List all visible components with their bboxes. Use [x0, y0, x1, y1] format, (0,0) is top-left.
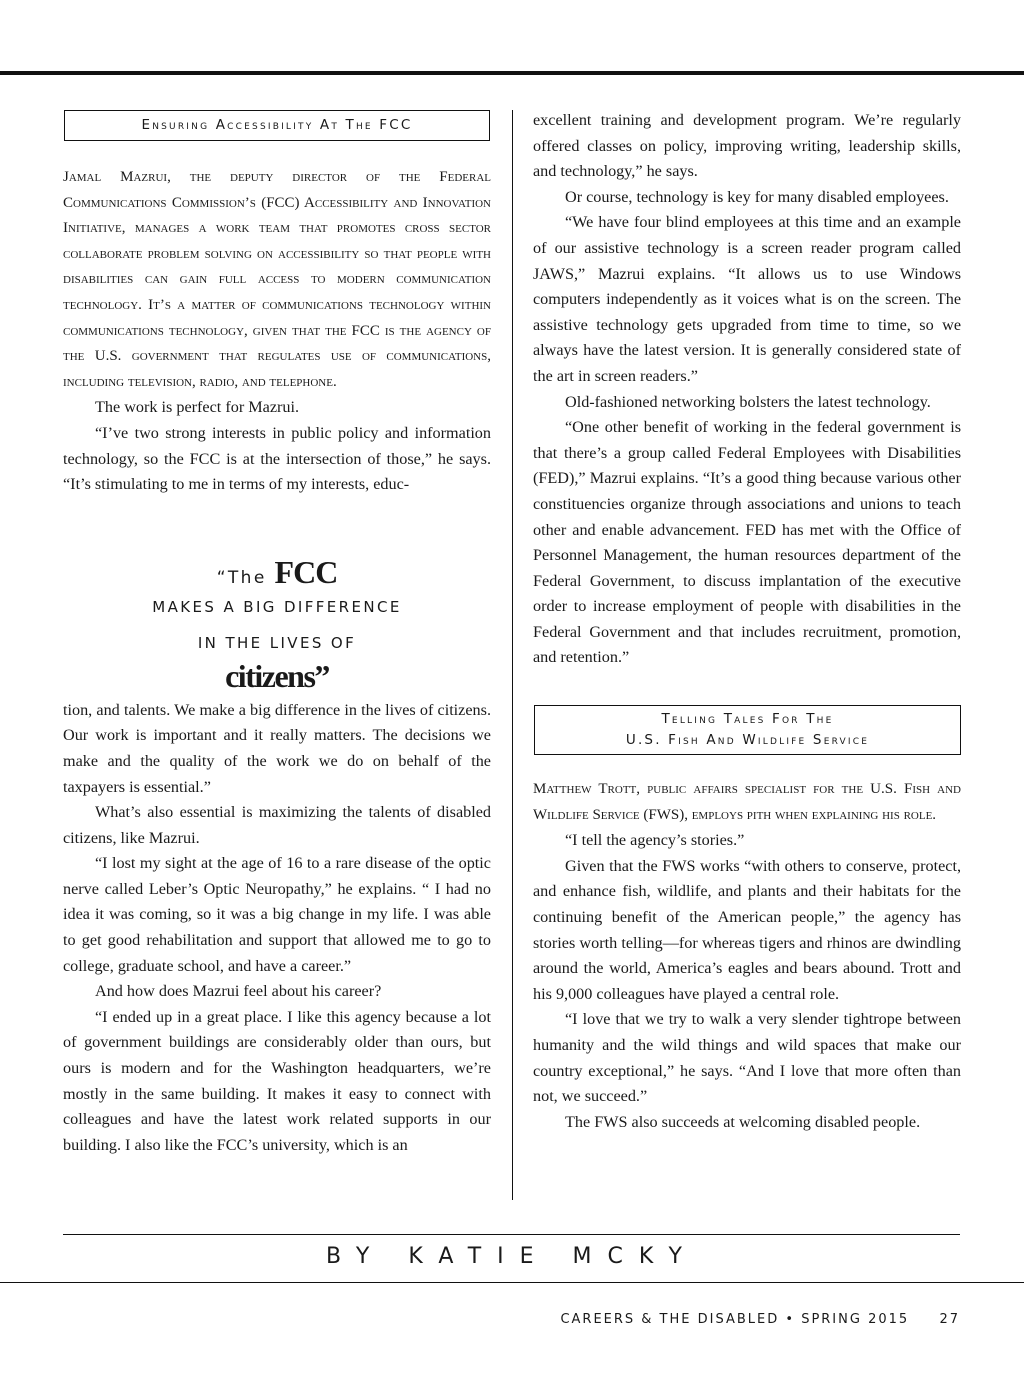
- column-divider: [512, 110, 513, 1200]
- byline: BY KATIE MCKY: [326, 1244, 698, 1269]
- footer-publication: CAREERS & THE DISABLED: [560, 1312, 780, 1327]
- byline-rule-top: [63, 1234, 960, 1235]
- section-heading-fws-line-1: Telling Tales For The: [661, 711, 834, 728]
- pull-quote-line-3: IN THE LIVES OF: [197, 633, 357, 652]
- footer-issue: SPRING 2015: [801, 1312, 910, 1327]
- byline-rule-bottom: [0, 1282, 1024, 1283]
- body-paragraph: “I tell the agency’s stories.”: [565, 831, 745, 850]
- section-heading-fcc-text: Ensuring Accessibility At The FCC: [141, 117, 413, 133]
- body-paragraph: “I lost my sight at the age of 16 to a rare disease of the optic nerve called Leber’s Optic Neuropathy,” he explains. “ I had no idea it was coming, so it was a big change in my life. I was able to get good rehabilitation and support that allowed me to go to college, graduate school, and have a career.”: [63, 854, 491, 975]
- body-paragraph: “We have four blind employees at this time and an example of our assistive technology is a screen reader program called JAWS,” Mazrui explains. “It allows us to use Windows computers independently as it voices what is on the screen. The assistive technology gets upgraded from time to time, so we always have the latest version. It is generally considered state of the art in screen readers.”: [533, 213, 961, 385]
- body-paragraph: The work is perfect for Mazrui.: [95, 398, 300, 417]
- footer-bullet: •: [785, 1312, 796, 1327]
- body-paragraph: Old-fashioned networking bolsters the latest technology.: [565, 392, 931, 411]
- page-number: 27: [939, 1312, 960, 1327]
- section-heading-fws: [534, 705, 961, 755]
- top-rule: [0, 71, 1024, 75]
- body-paragraph: “One other benefit of working in the federal government is that there’s a group called Federal Employees with Disabilities (FED),” Mazrui explains. “It’s a good thing because various other constituencies organize through associations and unions to teach other and enable advancement. FED has met with the Office of Personnel Management, the human resources department of the Federal Government, to discuss implantation of the executive order to increase employment of people with disabilities in the Federal Government and that includes recruitment, promotion, and retention.”: [533, 418, 961, 667]
- right-column: [533, 108, 961, 1135]
- pull-quote: [63, 498, 491, 698]
- body-paragraph: Or course, technology is key for many disabled employees.: [565, 187, 949, 206]
- body-paragraph: excellent training and development program. We’re regularly offered classes on policy, improving writing, leadership skills, and technology,” he says.: [533, 111, 961, 181]
- body-paragraph: tion, and talents. We make a big difference in the lives of citizens. Our work is important and it really matters. The decisions we make and the quality of the work we do on behalf of the taxpayers is essential.”: [63, 700, 491, 796]
- body-paragraph: The FWS also succeeds at welcoming disabled people.: [565, 1112, 921, 1131]
- section-heading-fcc: [64, 110, 490, 141]
- body-paragraph: Given that the FWS works “with others to conserve, protect, and enhance fish, wildlife, and plants and their habitats for the continuing benefit of the American people,” the agency has stories worth telling—for whereas tigers and rhinos are dwindling around the world, America’s eagles and bears abound. Trott and his 9,000 colleagues have played a central role.: [533, 856, 961, 1003]
- pull-quote-line-4: citizens”: [225, 657, 329, 694]
- body-paragraph: What’s also essential is maximizing the talents of disabled citizens, like Mazrui.: [63, 803, 491, 847]
- body-paragraph: “I’ve two strong interests in public policy and information technology, so the FCC is at the intersection of those,” he says. “It’s stimulating to me in terms of my interests, educ-: [63, 423, 491, 494]
- page-footer: [560, 1312, 960, 1327]
- pull-quote-line-1: “The FCC: [216, 553, 338, 590]
- fws-lead-paragraph: Matthew Trott, public affairs specialist for the U.S. Fish and Wildlife Service (FWS), employs pith when explaining his role.: [533, 781, 961, 823]
- pull-quote-line-2: MAKES A BIG DIFFERENCE: [152, 597, 402, 616]
- body-paragraph: And how does Mazrui feel about his career?: [95, 982, 382, 1001]
- body-paragraph: “I ended up in a great place. I like this agency because a lot of government buildings are considerably older than ours, but ours is modern and for the Washington headquarters, we’re mostly in the same building. It makes it easy to connect with colleagues and have the latest work related supports in our building. I also like the FCC’s university, which is an: [63, 1007, 491, 1154]
- body-paragraph: “I love that we try to walk a very slender tightrope between humanity and the wild things and wild spaces that make our country exceptional,” he says. “And I love that more often than not, we succeed.”: [533, 1010, 961, 1106]
- fcc-lead-paragraph: Jamal Mazrui, the deputy director of the Federal Communications Commission’s (FCC) Accessibility and Innovation Initiative, manages a work team that promotes cross sector collaborate problem solving on accessibility so that people with disabilities can gain full access to modern communication technology. It’s a matter of communications technology within communications technology, given that the FCC is the agency of the U.S. government that regulates use of communications, including television, radio, and telephone.: [63, 169, 491, 390]
- left-column: [63, 108, 491, 1158]
- section-heading-fws-line-2: U.S. Fish And Wildlife Service: [625, 732, 870, 749]
